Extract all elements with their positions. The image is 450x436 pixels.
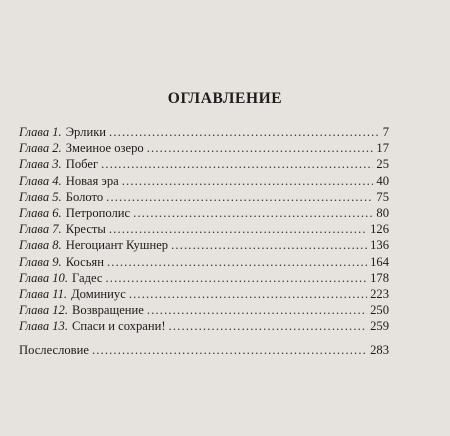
toc-entry xyxy=(19,254,389,270)
chapter-number: Глава 13. xyxy=(19,319,69,334)
chapter-title: Негоциант Кушнер xyxy=(65,238,169,253)
chapter-number: Глава 4. xyxy=(19,173,62,188)
chapter-title: Побег xyxy=(65,157,99,172)
chapter-number: Глава 12. xyxy=(19,303,69,318)
page-number: 164 xyxy=(370,254,389,269)
chapter-number: Глава 11. xyxy=(19,286,68,301)
toc-entry xyxy=(19,286,389,302)
toc-entry xyxy=(19,173,389,189)
page-number: 80 xyxy=(376,205,389,220)
chapter-number: Глава 7. xyxy=(19,222,62,237)
dot-leader xyxy=(107,254,367,270)
chapter-number: Глава 5. xyxy=(19,189,62,204)
dot-leader xyxy=(106,189,373,205)
page-number: 223 xyxy=(370,286,389,301)
page-number: 7 xyxy=(382,125,389,139)
page-number: 126 xyxy=(370,222,389,237)
chapter-number: Глава 2. xyxy=(19,141,62,156)
toc-heading: ОГЛАВЛЕНИЕ xyxy=(167,90,283,107)
chapter-title: Доминиус xyxy=(71,286,126,301)
dot-leader xyxy=(109,124,380,140)
toc-entry xyxy=(19,124,389,140)
page-number: 75 xyxy=(376,189,389,204)
page-number: 283 xyxy=(370,343,389,357)
chapter-title: Болото xyxy=(65,189,104,204)
chapter-number: Глава 3. xyxy=(19,157,62,172)
dot-leader xyxy=(92,342,367,358)
dot-leader xyxy=(147,302,367,318)
page-number: 259 xyxy=(370,319,389,334)
dot-leader xyxy=(101,156,373,172)
toc-entry xyxy=(19,237,389,253)
dot-leader xyxy=(147,140,374,156)
chapter-number: Глава 6. xyxy=(19,205,62,220)
afterword-title: Послесловие xyxy=(19,343,89,357)
chapter-title: Возвращение xyxy=(72,303,144,318)
chapter-number: Глава 1. xyxy=(19,125,62,139)
toc-entry xyxy=(19,270,389,286)
toc-entry xyxy=(19,318,389,334)
page-number: 40 xyxy=(376,173,389,188)
toc-entry xyxy=(19,189,389,205)
toc-entry-afterword xyxy=(19,342,389,358)
chapter-number: Глава 10. xyxy=(19,270,69,285)
page-number: 178 xyxy=(370,270,389,285)
chapter-title: Змеиное озеро xyxy=(65,141,144,156)
dot-leader xyxy=(169,318,368,334)
chapter-number: Глава 9. xyxy=(19,254,62,269)
dot-leader xyxy=(105,270,367,286)
dot-leader xyxy=(133,205,373,221)
chapter-number: Глава 8. xyxy=(19,238,62,253)
chapter-title: Гадес xyxy=(72,270,103,285)
toc-entry xyxy=(19,140,389,156)
page-number: 17 xyxy=(376,141,389,156)
dot-leader xyxy=(171,237,367,253)
chapter-title: Спаси и сохрани! xyxy=(72,319,166,334)
chapter-title: Косьян xyxy=(65,254,104,269)
dot-leader xyxy=(129,286,367,302)
dot-leader xyxy=(109,221,367,237)
page-number: 136 xyxy=(370,238,389,253)
toc-list xyxy=(19,124,389,334)
chapter-title: Эрлики xyxy=(65,125,107,139)
toc-entry xyxy=(19,205,389,221)
page-number: 250 xyxy=(370,303,389,318)
page-number: 25 xyxy=(376,157,389,172)
chapter-title: Петрополис xyxy=(65,205,131,220)
toc-entry xyxy=(19,302,389,318)
chapter-title: Кресты xyxy=(65,222,106,237)
toc-entry xyxy=(19,221,389,237)
dot-leader xyxy=(122,173,374,189)
chapter-title: Новая эра xyxy=(65,173,119,188)
toc-entry xyxy=(19,156,389,172)
